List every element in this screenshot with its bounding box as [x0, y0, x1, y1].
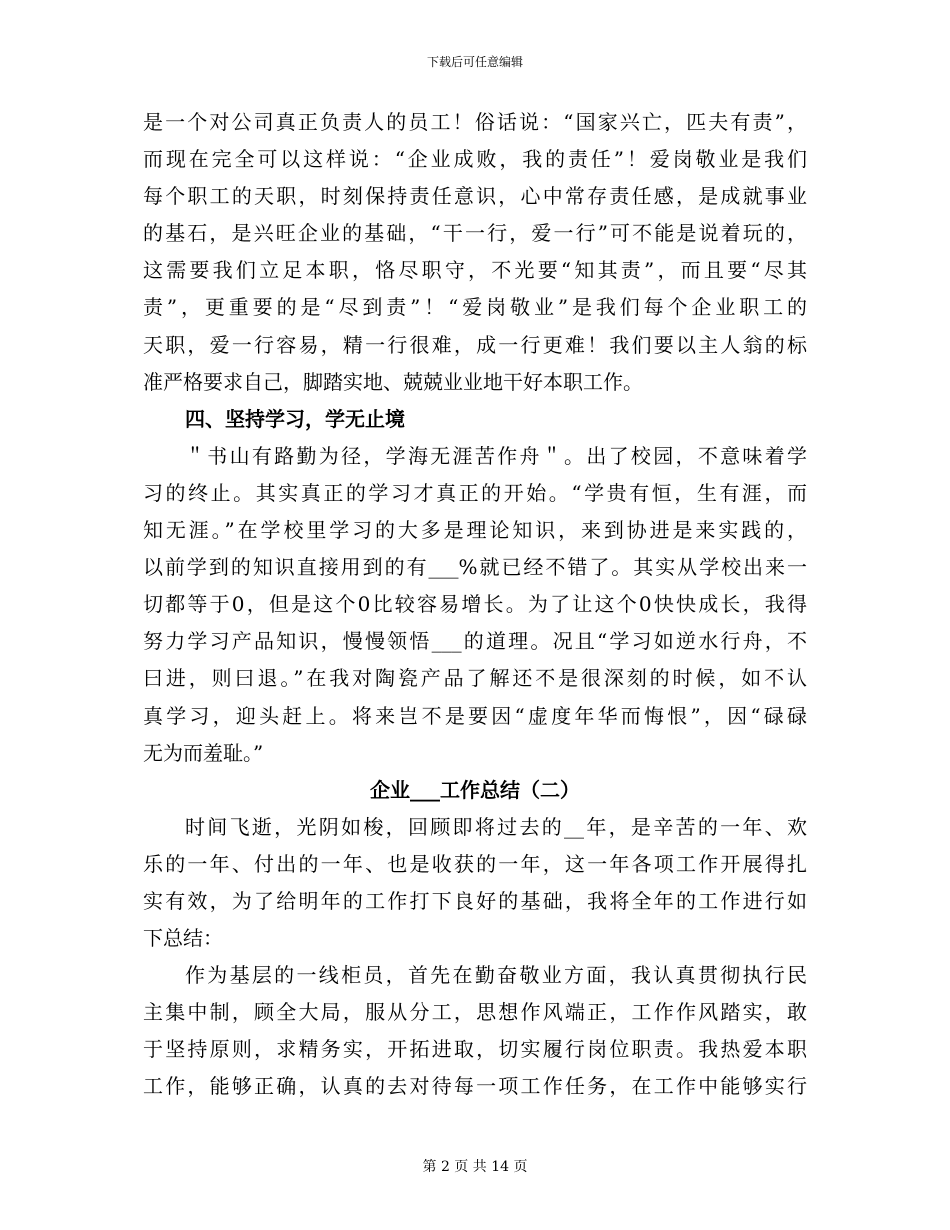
body-line: 工作，能够正确，认真的去对待每一项工作任务，在工作中能够实行	[143, 1074, 807, 1099]
body-line: 而现在完全可以这样说：“企业成败，我的责任”！爱岗敬业是我们	[143, 147, 807, 172]
body-line: 乐的一年、付出的一年、也是收获的一年，这一年各项工作开展得扎	[143, 851, 807, 876]
body-line: 这需要我们立足本职，恪尽职守，不光要“知其责”，而且要“尽其	[143, 258, 807, 283]
body-line: 是一个对公司真正负责人的员工！俗话说：“国家兴亡，匹夫有责”，	[143, 110, 807, 134]
body-line: 下总结：	[143, 926, 223, 951]
body-line: 无为而羞耻。”	[143, 740, 264, 765]
body-line: ＂书山有路勤为径，学海无涯苦作舟＂。出了校园，不意味着学	[185, 443, 807, 468]
page-footer: 第 2 页 共 14 页	[422, 1159, 528, 1175]
body-line: 习的终止。其实真正的学习才真正的开始。“学贵有恒，生有涯，而	[143, 480, 807, 505]
body-line: 天职，爱一行容易，精一行很难，成一行更难！我们要以主人翁的标	[143, 332, 807, 357]
document-title: 企业___工作总结（二）	[370, 777, 580, 802]
body-line: 主集中制，顾全大局，服从分工，思想作风端正，工作作风踏实，敢	[143, 1000, 807, 1025]
body-line: 准严格要求自己，脚踏实地、兢兢业业地干好本职工作。	[143, 369, 643, 394]
body-line: 作为基层的一线柜员，首先在勤奋敬业方面，我认真贯彻执行民	[185, 963, 807, 988]
body-line: 的基石，是兴旺企业的基础，“干一行，爱一行”可不能是说着玩的，	[143, 221, 807, 246]
body-line: 真学习，迎头赶上。将来岂不是要因“虚度年华而悔恨”，因“碌碌	[143, 703, 807, 728]
body-line: 时间飞逝，光阴如梭，回顾即将过去的__年，是辛苦的一年、欢	[185, 814, 807, 839]
page-header: 下载后可任意编辑	[426, 55, 523, 69]
section-heading: 四、坚持学习，学无止境	[185, 406, 405, 431]
body-line: 切都等于0，但是这个0比较容易增长。为了让这个0快快成长，我得	[143, 592, 807, 617]
body-line: 于坚持原则，求精务实，开拓进取，切实履行岗位职责。我热爱本职	[143, 1037, 807, 1062]
document-body	[143, 104, 807, 1106]
body-line: 知无涯。”在学校里学习的大多是理论知识，来到协进是来实践的，	[143, 518, 807, 543]
body-line: 努力学习产品知识，慢慢领悟___的道理。况且“学习如逆水行舟，不	[143, 629, 807, 654]
body-line: 责”，更重要的是“尽到责”！“爱岗敬业”是我们每个企业职工的	[143, 295, 807, 320]
body-line: 曰进，则曰退。”在我对陶瓷产品了解还不是很深刻的时候，如不认	[143, 666, 807, 691]
body-line: 以前学到的知识直接用到的有___%就已经不错了。其实从学校出来一	[143, 555, 807, 580]
body-line: 每个职工的天职，时刻保持责任意识，心中常存责任感，是成就事业	[143, 184, 807, 209]
body-line: 实有效，为了给明年的工作打下良好的基础，我将全年的工作进行如	[143, 888, 807, 913]
